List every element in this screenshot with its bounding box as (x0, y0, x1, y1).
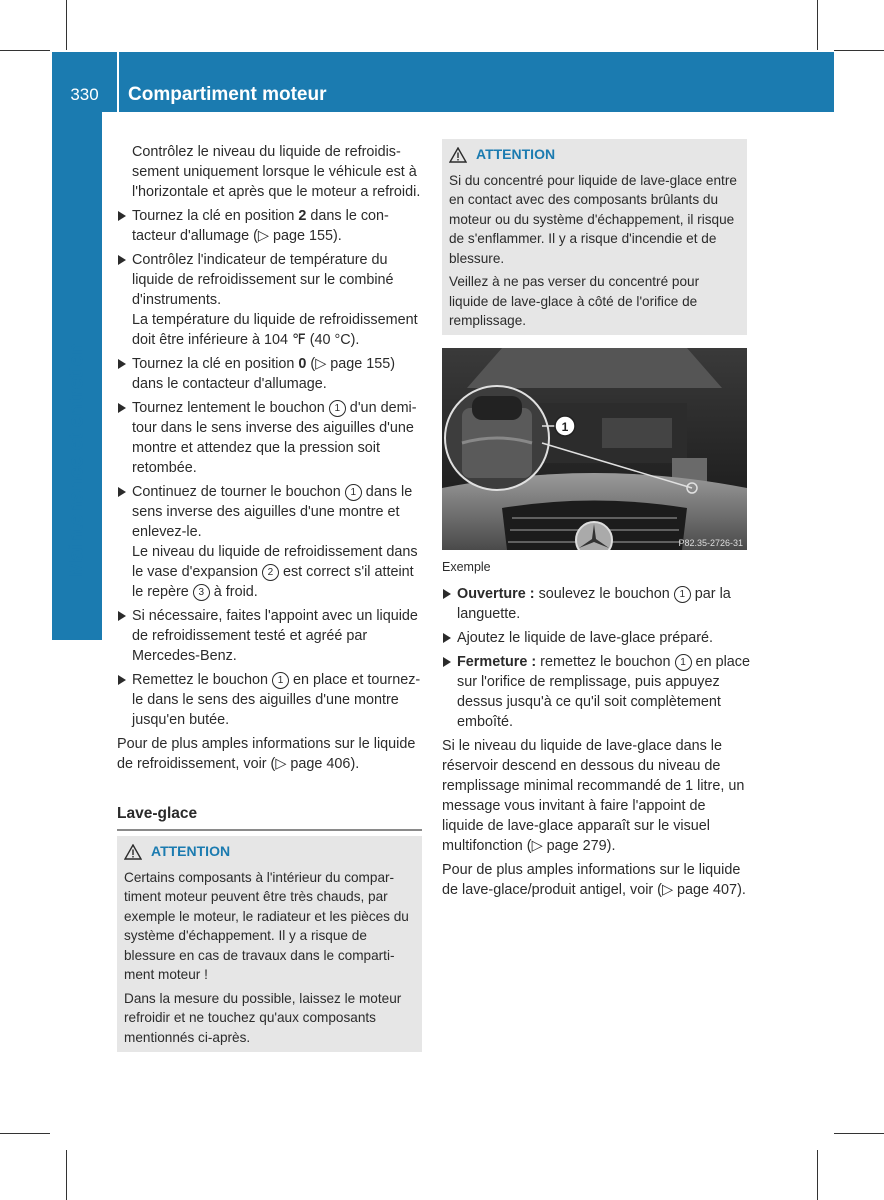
warning-title: ATTENTION (476, 146, 556, 162)
bullet-triangle-icon (118, 359, 126, 369)
bullet-triangle-icon (443, 589, 451, 599)
callout-number-icon: 3 (193, 584, 210, 601)
step-item: Remettez le bouchon 1 en place et tournez-le dans le sens des aiguilles d'une montre jusqu'en butée. (117, 670, 425, 730)
bullet-triangle-icon (443, 657, 451, 667)
bullet-triangle-icon (118, 675, 126, 685)
step-item: Fermeture : remettez le bouchon 1 en place sur l'orifice de remplissage, puis appuyez dessus jusqu'à ce qu'il soit complètement emboîté. (442, 652, 750, 732)
bullet-triangle-icon (443, 633, 451, 643)
step-item: Contrôlez l'indicateur de température du liquide de refroidissement sur le combiné d'instruments. (117, 250, 425, 310)
step-item: Continuez de tourner le bouchon 1 dans le sens inverse des aiguilles d'une montre et enlevez-le. (117, 482, 425, 542)
crop-mark (0, 50, 50, 51)
callout-number-icon: 1 (674, 586, 691, 603)
step-item: Si nécessaire, faites l'appoint avec un liquide de refroidissement testé et agréé par Mercedes-Benz. (117, 606, 425, 666)
warning-title: ATTENTION (151, 843, 231, 859)
intro-text: Contrôlez le niveau du liquide de refroidissement uniquement lorsque le véhicule est à l'horizontale et après que le moteur a refroidi. (132, 144, 421, 200)
crop-mark (834, 50, 884, 51)
bullet-triangle-icon (118, 487, 126, 497)
warning-text: Dans la mesure du possible, laissez le moteur refroidir et ne touchez qu'aux composants mentionnés ci-après. (124, 990, 402, 1045)
callout-number-icon: 2 (262, 564, 279, 581)
step-item: Ajoutez le liquide de lave-glace préparé. (442, 628, 750, 648)
crop-mark (66, 1150, 67, 1200)
step-item: Tournez la clé en position 0 (▷ page 155) dans le contacteur d'allumage. (117, 354, 425, 394)
left-column (117, 142, 425, 778)
warning-text: Veillez à ne pas verser du concentré pour liquide de lave-glace à côté de l'orifice de remplissage. (449, 274, 700, 328)
page-number: 330 (70, 85, 99, 104)
warning-text: Certains composants à l'intérieur du compartiment moteur peuvent être très chauds, par exemple le moteur, le radiateur et les pièces du système d'échappement. Il y a risque de blessure en cas de travaux dans le compartiment moteur ! (124, 869, 409, 982)
bullet-triangle-icon (118, 255, 126, 265)
crop-mark (66, 0, 67, 50)
warning-box (117, 836, 422, 1052)
callout-number-icon: 1 (272, 672, 289, 689)
bullet-triangle-icon (118, 611, 126, 621)
right-column (442, 584, 750, 904)
crop-mark (817, 0, 818, 50)
more-info-text: Pour de plus amples informations sur le liquide de refroidissement, voir (▷ page 406). (117, 736, 416, 772)
callout-number-icon: 1 (329, 400, 346, 417)
step-item: Tournez lentement le bouchon 1 d'un demi-tour dans le sens inverse des aiguilles d'une montre et attendez que la pression soit retombée. (117, 398, 425, 478)
page-title: Compartiment moteur (128, 84, 327, 105)
step-note: Le niveau du liquide de refroidissement dans le vase d'expansion 2 est correct s'il atteint le repère 3 à froid. (132, 544, 418, 600)
crop-mark (817, 1150, 818, 1200)
engine-illustration (442, 348, 747, 550)
warning-box (442, 139, 747, 335)
bullet-triangle-icon (118, 211, 126, 221)
callout-number-icon: 1 (675, 654, 692, 671)
step-item: Tournez la clé en position 2 dans le contacteur d'allumage (▷ page 155). (117, 206, 425, 246)
callout-label: 1 (561, 420, 569, 434)
image-caption: Exemple (442, 560, 491, 574)
warning-text: Si du concentré pour liquide de lave-glace entre en contact avec des composants brûlants du moteur ou du système d'échappement, il risque de s'enflammer. Il y a risque d'incendie et de blessure. (449, 172, 737, 266)
warning-header (449, 145, 740, 165)
crop-mark (0, 1133, 50, 1134)
chapter-label: Maintenance et entretien (65, 342, 88, 578)
body-paragraph: Si le niveau du liquide de lave-glace dans le réservoir descend en dessous du niveau de remplissage minimal recommandé de 1 litre, un message vous invitant à faire l'appoint de liquide de lave-glace apparaît sur le visuel multifonction (▷ page 279). (442, 738, 745, 854)
crop-mark (834, 1133, 884, 1134)
header-divider (117, 52, 119, 112)
callout-number-icon: 1 (345, 484, 362, 501)
warning-header (124, 842, 415, 862)
warning-triangle-icon (449, 147, 467, 163)
section-title: Lave-glace (117, 805, 422, 831)
bullet-triangle-icon (118, 403, 126, 413)
warning-triangle-icon (124, 844, 142, 860)
step-item: Ouverture : soulevez le bouchon 1 par la languette. (442, 584, 750, 624)
step-note: La température du liquide de refroidissement doit être inférieure à 104 ℉ (40 °C). (132, 312, 418, 348)
image-code: P82.35-2726-31 (678, 538, 743, 548)
body-paragraph: Pour de plus amples informations sur le liquide de lave-glace/produit antigel, voir (▷ page 407). (442, 862, 746, 898)
engine-compartment-photo (442, 348, 747, 550)
